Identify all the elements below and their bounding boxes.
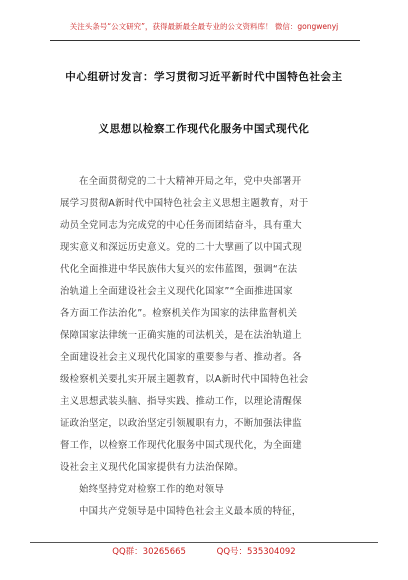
paragraph-line: 证政治坚定，以政治坚定引领履职有力，不断加强法律监 <box>60 418 302 429</box>
paragraph-line: 在全面贯彻党的二十大精神开局之年，党中央部署开 <box>79 176 302 187</box>
paragraph-line: 代化全面推进中华民族伟大复兴的宏伟蓝图，强调“在法 <box>60 264 298 275</box>
paragraph-line: 全面建设社会主义现代化国家的重要参与者、推动者。各 <box>60 352 302 363</box>
footer-divider <box>30 542 378 543</box>
document-title-line-2: 义思想以检察工作现代化服务中国式现代化 <box>98 123 310 135</box>
header-divider <box>50 40 360 41</box>
paragraph-line: 展学习贯彻A新时代中国特色社会主义思想主题教育，对于 <box>60 198 309 209</box>
paragraph-line: 各方面工作法治化”。检察机关作为国家的法律监督机关 <box>60 308 298 319</box>
section-heading: 始终坚持党对检察工作的绝对领导 <box>79 484 225 495</box>
header-banner: 关注头条号“公文研究”，获得最新最全最专业的公文资料库！ 微信：gongwenyj <box>69 22 339 31</box>
paragraph-line: 现实意义和深远历史意义。党的二十大擘画了以中国式现 <box>60 242 302 253</box>
paragraph-line: 设社会主义现代化国家提供有力法治保障。 <box>60 462 244 473</box>
document-title-line-1: 中心组研讨发言：学习贯彻习近平新时代中国特色社会主 <box>65 71 343 83</box>
paragraph-line: 动员全党同志为完成党的中心任务而团结奋斗，具有重大 <box>60 220 302 231</box>
footer-qq-group: QQ群：30265665 <box>112 547 186 557</box>
paragraph-line: 主义思想武装头脑、指导实践、推动工作，以理论清醒保 <box>60 396 302 407</box>
footer-qq-number: QQ号：535304092 <box>216 547 296 557</box>
footer <box>0 546 408 558</box>
document-body <box>60 171 360 523</box>
paragraph-line: 保障国家法律统一正确实施的司法机关，是在法治轨道上 <box>60 330 302 341</box>
paragraph-line: 治轨道上全面建设社会主义现代化国家”“全面推进国家 <box>60 286 293 297</box>
paragraph-line: 中国共产党领导是中国特色社会主义最本质的特征， <box>79 506 302 517</box>
paragraph-line: 级检察机关要扎实开展主题教育，以A新时代中国特色社会 <box>60 374 309 385</box>
paragraph-line: 督工作，以检察工作现代化服务中国式现代化，为全面建 <box>60 440 302 451</box>
